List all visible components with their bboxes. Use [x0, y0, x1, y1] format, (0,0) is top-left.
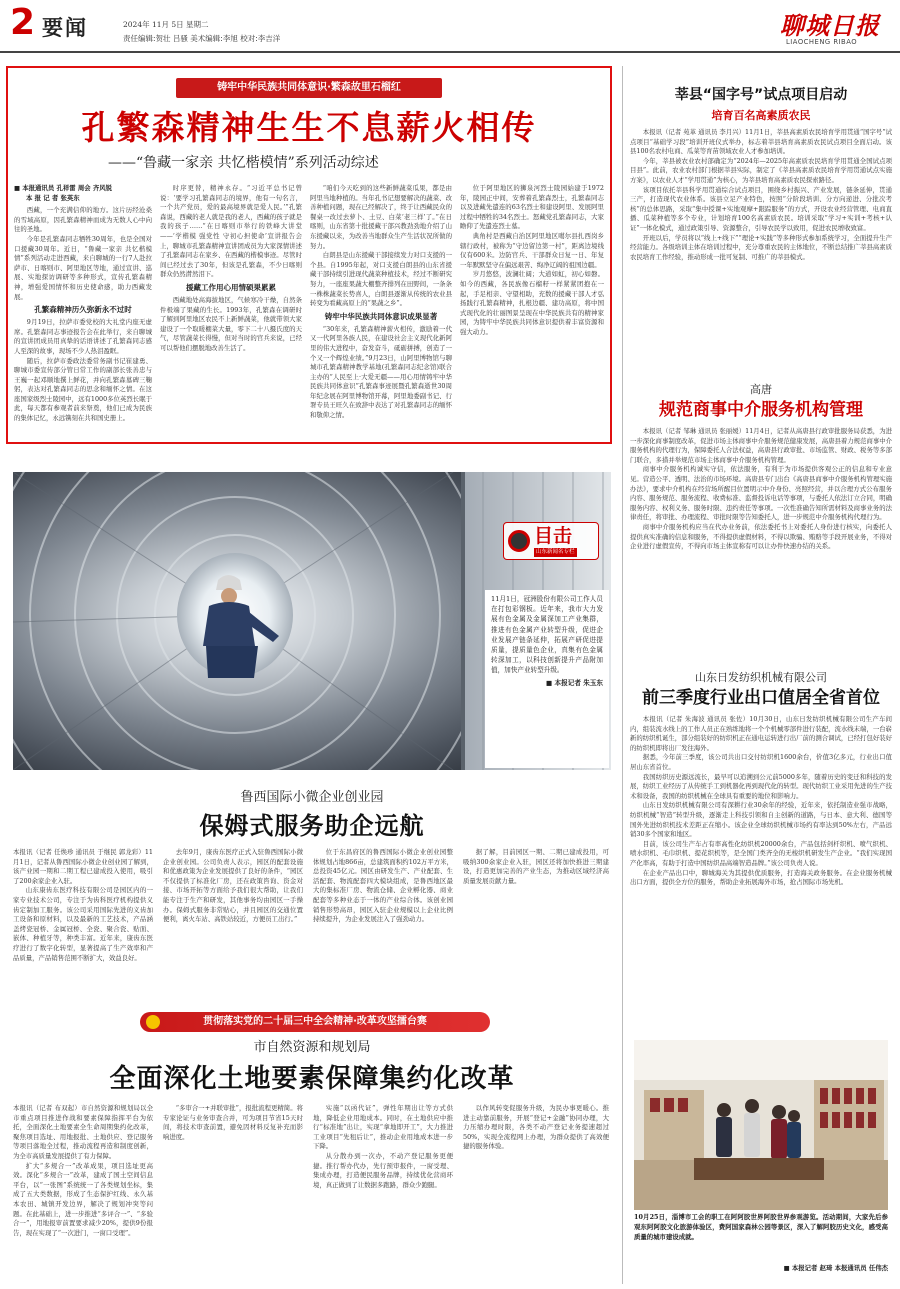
- right-photo-caption: 10月25日，淄博市工会的职工在阿阿胶世界阿胶世界参观游览。活动期间，大家先后参观东阿阿胶文化旅游体验区，费阿国家森林公园等景区，深入了解阿胶历史文化，感受高质量的城市建设成就。: [634, 1213, 888, 1241]
- lead-subhead-2: 援藏工作用心用情硕果累累: [186, 282, 276, 292]
- right3-para-4: 目前，该公司生产车占有率高性化纺织机20000余台，产品包括剑杆织机、喷气织机、喷水织机、毛巾织机、提花织机等，是全国门类齐全的无梭织机研发生产企业。“我们实现国产化率高，有助于打造中国纺织品高端智造品牌。”该公司负责人说。: [630, 839, 892, 867]
- mid-article: [13, 790, 611, 990]
- mid-col-3: [313, 848, 453, 966]
- lead-para-3: 9月19日，拉萨市委党校的大礼堂内座无虚席。孔繁森同志事迹报告会在此举行，来自聊城的宣讲团成员用真挚的话语讲述了孔繁森同志感人至深的故事，现场不少人热泪盈眶。: [14, 318, 152, 355]
- lead-article: [6, 66, 612, 444]
- lead-para-4: 随后，拉萨市委政法委常务副书记崔建勇、聊城市委宣传部分管日常工作的副部长张善忠与王巍一起邓顺地撰上鲜花，并向孔繁森墓碑三鞠躬，表达对孔繁森同志的思念和缅怀之情。在这座国家级烈士陵园中，远有1000多位英烈长眠于此，每天都有参观者前来祭奠，他们已成为民族的集体记忆，永远镌刻在共和国史册上。: [14, 356, 152, 423]
- lead-col-3: [310, 184, 452, 439]
- lead-banner: [176, 78, 442, 98]
- right1-para-1: 今年，莘县被农业农村部确定为“2024年—2025年高素质农民培育学用贯通全国试点项目县”。此前，农业农村部门根据莘县实际，制定了《莘县高素质农民培育学用贯通试点实施方案》，以农业人才“学用贯通”为核心，为莘县培育高素质农民探索路径。: [630, 156, 892, 184]
- paper-pinyin: LIAOCHENG RIBAO: [786, 38, 858, 46]
- mid-para-1: 山东康齿东医疗科技有限公司是园区内的一家专业技术公司，专注于为齿科医疗机构提供义齿定制加工服务。该公司采用国际先进的义齿加工设备和原材料，以及最新的工艺技术，产品涵盖烤瓷冠桥、金属冠桥、全瓷、聚合瓷、贴面、嵌体、种植牙等，种类丰富。近年来，康齿东医疗进行了数字化转型，显著提高了生产效率和产品质量，产品销售范围不断扩大，效益良好。: [13, 886, 153, 962]
- right3-kicker: 山东日发纺织机械有限公司: [695, 671, 827, 684]
- section-name: 要闻: [42, 16, 88, 40]
- right2-para-1: 商事中介服务机构诚实守信，依法服务，有利于为市场提供客观公正的信息和专业意见。营造公平、透明、法治的市场环境。高唐县专门出台《高唐县商事中介服务机构管理实施办法》，要求中介机构在经营场所醒目位置明示中介身份、亮照经营，并以合理方式公布服务内容、服务规范、服务流程、收费标准、监督投诉电话等事项，与委托人依法订立合同，明确服务内容、权利义务、服务时限、违约责任等事项。一次性准确告知所需材料及商事业务的法律责任，将审批、办理流程、审批时限等告知委托人，进一步规范中介服务机构代理行为。: [630, 465, 892, 522]
- right-photo-credit: ■ 本报记者 赵琦 本报通讯员 任伟杰: [783, 1264, 888, 1272]
- mid-col-4: [463, 848, 609, 966]
- mid-col-1: [13, 848, 153, 966]
- mid-title: 保姆式服务助企远航: [199, 812, 425, 840]
- lead-intro: 西藏，一个充满信仰的地方。这片历经沧桑的雪域高原，因孔繁森精神而成为无数人心中向往的圣地。: [14, 206, 152, 234]
- lead-col-2: [160, 184, 302, 439]
- right1-para-3: 开班以后，学员将以“线上+线下”“理论+实践”等多种形式参加系统学习，全面提升生产经营能力。各级培训主体在培训过程中，充分尊重农民的主体地位，不断总结推广莘县高素质农民培育工作经验，推动形成一批可复制、可推广的莘县模式。: [630, 233, 892, 261]
- bottom-byline: 本报讯（记者 布双起）市自然资源和规划局以全市重点项目推进作战和要素保障指挥平台为依托，全面深化土地要素全生命周期集约化改革，聚焦项目选址、用地报批、土地供应、登记服务等项目落地全过程，推动流程再造和制度创新，为全市高质量发展提供了有力保障。: [13, 1104, 153, 1160]
- lead-para-8: 白朗县是山东援藏干部接续发力对口支援的一个县。自1995年起，对口支援白朗县的山东省援藏干部持续引进现代蔬菜种植技术，经过不断研究努力，一座座果蔬大棚整齐排列在田野间，一条条一株株蔬菜长势喜人，白朗县逐渐从传统的农业县转变为看藏高原上的“果蔬之乡”。: [310, 251, 452, 308]
- page-header: [0, 0, 900, 50]
- photo-caption-box: [485, 590, 609, 768]
- lead-para-11: 典角村是西藏自治区阿里地区噶尔县扎西岗乡辖行政村，被称为“守边留边第一村”，距离边境线仅有600米。边防官兵、干部群众日复一日、年复一年默默坚守在偏远艰苦、绚净辽阔的祖国边疆。: [460, 231, 604, 269]
- lead-byline-2: 本 报 记 者 张英东: [26, 193, 80, 202]
- lead-byline-1: ■ 本报通讯员 孔祥雷 周会 齐风锐: [14, 184, 113, 192]
- lead-col-4: [460, 184, 604, 439]
- lead-title: 孔繁森精神生生不息薪火相传: [81, 108, 537, 147]
- right2-body: [630, 427, 892, 649]
- mid-para-2: 去年9月，康齿东医疗正式入驻鲁西国际小微企业创业园。公司负责人表示，园区的配套设施和优惠政策为企业发展提供了良好的条件，“园区不仅提供了标准化厂房，还在政策咨询、资金对接、市场开拓等方面给予我们很大帮助，让我们能专注于生产和研发，其他事务均由园区一手操办。保姆式服务非常贴心，并且园区的交通位置便利，离火车站、高铁站较近，方便员工出行。”: [163, 848, 303, 924]
- photo-badge-title: 目击: [534, 525, 573, 547]
- photo-credit: ■ 本报记者 朱玉东: [546, 678, 603, 687]
- right3-title: 前三季度行业出口值居全省首位: [642, 688, 880, 708]
- bottom-col-4: [463, 1104, 609, 1284]
- camera-icon: [508, 530, 530, 552]
- bottom-para-1: 扩大“多规合一”改革成果，项目选址更高效。深化“多规合一”改革，建成了国土空间信息平台，以“一张图”系统统一了各类规划坐标，集成了五大类数据，形成了生态保护红线、永久基本农田、城镇开发边界，解决了规划冲突等问题。在此基础上，进一步推进“多评合一”、“多验合一”，用地报审前置要求减少20%，提供9份报告，现在实现了“一次进门，一窗口受理”。: [13, 1161, 153, 1237]
- lead-para-10: 位于阿里地区的狮泉河烈士陵园始建于1972年，陵园正中间，安葬着孔繁森烈士，孔繁森同志以及进藏先遣连的63名烈士和建设阿里、发展阿里过程中牺牲的34名烈士。怒藏党孔繁森同志，大家瞻仰了先遣连烈士墓。: [460, 184, 604, 231]
- paper-logo: 聊城日报: [780, 11, 880, 40]
- right3-byline: 本报讯（记者 朱海波 通讯员 张佐）10月30日，山东日发纺织机械有限公司生产车间内，组装流水线上的工作人员正在熟练地将一个个机械零部件进行装配，流水线末端，一台崭新的纺织机诞生，部分组装好的纺织机正在通电运转进行出厂前的测合调试，已经打包好装好的纺织机即将出厂发往海外。: [630, 715, 892, 752]
- lead-banner-text: 铸牢中华民族共同体意识·繁森故里石榴红: [217, 82, 401, 93]
- lead-para-5: 时序更替，精神永存。“习近平总书记曾说：‘要学习孔繁森同志的境界，他有一句名言，一个共产党员，爱的最高境界就是爱人民。’”孔繁森说，西藏的老人就是我的老人，西藏的孩子就是我的孩子……“在日喀则市举行的铁峰大讲堂——‘学楷模 强党性 守初心担使命’宣讲报告会上，聊城市孔繁森精神宣讲团成员为大家深情讲述了孔繁森同志在家乡、在西藏的楷模事迹。尽管时间已经过去了30年，但该是孔繁森，不少日喀则群众仍然潸然泪下。: [160, 184, 302, 279]
- bottom-para-5: 从分散办到一次办，不动产登记服务更便捷。推行帮办代办，先行预审报件，一窗受理、集成办理，打造便民服务品牌，持续优化营商环境，真正做到了让数据多跑路，群众少跑腿。: [313, 1151, 453, 1189]
- mid-para-4: 据了解，目前园区一期、二期已建成投用，可吸纳300余家企业入驻，园区还将加快推进三期建设，打造更加完善的产业生态，为推动区域经济高质量发展贡献力量。: [463, 848, 609, 885]
- lead-subhead-1: 孔繁森精神历久弥新永不过时: [34, 305, 132, 315]
- mid-para-3: 位于东昌府区的鲁西国际小微企业创业园整体规划占地866亩，总建筑面积约102万平方米，总投资45亿元。园区由研发生产、产业配套、生活配套、物流配套四大模块组成，是鲁西地区最大的集标准厂房、物流仓储、企业孵化器、商业配套等多种业态于一体的产业综合体。该创业园销售形势高昂，园区入驻企业规模以上企业比例持续提升，为企业发展注入了强劲动力。: [313, 848, 453, 924]
- lead-para-9: “30年来，孔繁森精神薪火相传，激励着一代又一代阿里各族人民，在建设社会主义现代化新阿里的伟大进程中，奋发奋斗，砥砺拼搏，创造了一个又一个辉煌业绩。”9月23日，山阿里博物馆与聊城市孔繁森精神教学基地(孔繁森同志纪念馆)联合主办的“人民至上·大爱无疆——用心用情铸牢中华民族共同体意识”孔繁森事迹展暨孔繁森逝世30周年纪念展在阿里博物馆开幕，阿里地委副书记、行署专员王旺久在致辞中表达了对孔繁森同志的缅怀和敬仰之情。: [310, 324, 452, 420]
- header-editors: 责任编辑:贺壮 吕骚 美术编辑:李旭 校对:李吉洋: [123, 34, 281, 43]
- right2-title: 规范商事中介服务机构管理: [659, 400, 863, 420]
- right1-body: [630, 128, 892, 364]
- bottom-kicker: 市自然资源和规划局: [253, 1040, 371, 1055]
- page-number: 2: [10, 2, 36, 43]
- lead-para-12: 岁月悠悠，波澜壮阔；大道如虹，初心如磐。如今的西藏，各民族像石榴籽一样紧紧团抱在一起，手足相亲、守望相助，充数的援藏干部人才弘扬践行孔繁森精神，扎根边疆、建功高原，将中国式现代化的壮丽图景呈现在中华民族共有的精神家园，为铸牢中华民族共同体意识提供着丰富资源和强大动力。: [460, 270, 604, 336]
- photo-badge: [503, 522, 599, 560]
- right-photo: [634, 1040, 888, 1210]
- lead-para-7: “咱们今天吃到的这些新鲜蔬菜瓜果，都是由阿里当地种植的。当年孔书记想要解决的蔬菜、改善种植问题，现在已经解决了，终于让西藏民众的餐桌一改过去萝卜、土豆、白菜‘老三样’了。”在日喀则，山东省第十批援藏干部兴教劲劲地介绍了山东援藏以来，为改善当地群众生产生活状况所做的努力。: [310, 184, 452, 250]
- bottom-para-3: 实施“以函代证”，弹性年期出让等方式供地，降低企业用地成本。同时，在土地供应中推行“标准地”出让，实现“拿地即开工”，大力推进工业项目“先租后让”，推动企业用地成本进一步下降。: [313, 1104, 453, 1151]
- right1-title: 莘县“国字号”试点项目启动: [674, 87, 848, 103]
- bottom-banner-text: 贯彻落实党的二十届三中全会精神·改革攻坚擂台赛: [203, 1016, 427, 1027]
- bottom-col-2: [163, 1104, 303, 1284]
- right-article-3: [630, 670, 892, 1022]
- lead-subhead-3: 铸牢中华民族共同体意识成果显著: [324, 311, 438, 321]
- mid-kicker: 鲁西国际小微企业创业园: [240, 790, 384, 805]
- right3-para-2: 我国纺织历史源远流长，最早可以追溯到公元前5000多年，随着历史的变迁和科技的发展，纺织工业经历了从传统手工到机器化再到现代化的转型。现代纺织工业采用先进的生产技术和设备，我国的纺织机械在全球具有重要的地位和影响力。: [630, 772, 892, 800]
- bottom-col-1: [13, 1104, 153, 1284]
- mid-col-2: [163, 848, 303, 966]
- lead-subtitle: ——“鲁藏一家亲 共忆楷模情”系列活动综述: [108, 155, 379, 171]
- lead-para-6: 西藏地处高海拔地区，气候寒冷干燥，自然条件极端了果藏的生长。1993年，孔繁森在调研时了解到阿里地区农民不上新鲜蔬菜，他就带领大家建设了一个取暖棚菜大量，零下二十八摄氏度的天气，尽管蔬菜长得慢，但对当时的官兵来说，已经可以帮他们摆脱地改善生活了。: [160, 295, 302, 352]
- bottom-article: [13, 1040, 611, 1285]
- lead-para-2: 今年是孔繁森同志牺牲30周年，也是全国对口援藏30周年。近日，“鲁藏一家亲 共忆楷模情”系列活动走进西藏，来自聊城的一行7人赴拉萨市、日喀则市、阿里地区等地，通过宣讲、巡展、实地探访调研等多种形式，宣传孔繁森精神，增强爱国情怀和历史使命感，助力西藏发展。: [14, 234, 152, 301]
- right3-para-5: 在企业产品出口中，聊城海关为其提供优质服务，打造海关政务服务。在企业服务机械出口方面，提供全方位的服务，帮助企业拓展海外市场，抢占国际市场先机。: [630, 868, 892, 887]
- right3-para-1: 据悉，今年前三季度，该公司共出口交付纺织机1600余台，价值3亿多元，行业出口值居山东省首位。: [630, 753, 892, 771]
- party-emblem-icon: [146, 1015, 160, 1029]
- right-article-2: [630, 382, 892, 652]
- bottom-title: 全面深化土地要素保障集约化改革: [109, 1064, 515, 1094]
- feature-photo: [13, 472, 611, 770]
- right2-byline: 本报讯（记者 邹琳 通讯员 张丽媛）11月4日，记者从高唐县行政审批服务局获悉，为进一步深化商事制度改革，促进市场主体商事中介服务规范健康发展，高唐县着力规范商事中介服务机构的代理行为，保障委托人合法权益，高唐县行政审批、市场监管、财政、税务等多部门联合，多措并举规范市场主体商事中介服务机构管理。: [630, 427, 892, 464]
- bottom-para-2: “多审合一+并联审批”，报批流程更精简。将专家论证与业务审查合并，可为项目节省15天时间，将技术审查前置，避免因材料反复补充而影响进度。: [163, 1104, 303, 1141]
- right2-kicker: 高唐: [750, 383, 772, 396]
- mid-byline: 本报讯（记者 任焕珍 通讯员 于继民 郭龙彩）11月1日，记者从鲁西国际小微企业创业园了解到，该产业园一期和二期工程已建成投入使用，吸引了200余家企业入驻。: [13, 848, 153, 885]
- bottom-para-4: 以作风转变促服务升级，为民办事更暖心。推进主动靠前服务，开展“登记+金融”协同办理，大力压缩办理时限，各类不动产登记业务提速超过50%，实现全流程网上办理，为群众提供了高效便捷的服务体验。: [463, 1104, 609, 1151]
- bottom-banner: [140, 1012, 490, 1032]
- right-article-1: [630, 84, 892, 364]
- lead-col-1: [14, 184, 152, 439]
- right1-byline: 本报讯（记者 苑革 通讯员 李月兴）11月1日，莘县高素质农民培育学用贯通“国字号”试点项目“基础学习段”培训开班仪式举办，标志着莘县培育高素质农民试点项目全面启动。该县100名农村电商、瓜菜等育苗领域农业人才参加培训。: [630, 128, 892, 156]
- right2-para-2: 商事中介服务机构应当在代办业务前，依法委托书上对委托人身份进行核实，向委托人提供真实准确的信息和服务，不得提供虚假材料，不得以欺骗、贿赂等手段开展业务，不得对企业进行虚假宣传，不得向市场主体宣称有可以让办件快速办结的关系。: [630, 522, 892, 551]
- photo-caption: 11月1日，冠洲股份有限公司工作人员在打包彩钢板。近年来，我市大力发展有色金属及金属深加工产业集群，推进有色金属产业转型升级，促进企业发展产链条延伸，拓展产研促进提质量，提质量色企业，真集有色金属转深加工，以科技创新提升产品附加值，加快产业转型升级。: [491, 595, 603, 675]
- right3-body: [630, 715, 892, 1019]
- photo-badge-sub: 山东新闻名专栏: [536, 549, 575, 555]
- right1-subtitle: 培育百名高素质农民: [711, 109, 811, 122]
- right1-para-2: 该项目依托莘县科学用贯通综合试点项目，围绕乡村振兴、产业发展，链条延伸，贯通三产，打造现代农业体系。该县立足产业特色，按照“分阶段培训、分方向递进、分批次考核”的总体思路，采取“集中授课+实地观摩+跟踪服务”的方式，开设农业经营管理、电商直播、瓜菜种植等多个专业，计划培育100名高素质农民。培训采取“学习+实训+考核+认证”一体化模式，通过政策引导、资源整合，引导农民学以致用，促进农民增收致富。: [630, 185, 892, 232]
- right3-para-3: 山东日发纺织机械有限公司有深耕行业30余年的经验，近年来，依托制造业强市战略，纺织机械“智造”转型升级，逐渐走上科技引领和自主创新的道路，与日本、意大利、德国等国外先进纺织机技术差距正在缩小。该企业全球纺织机械市场约有率达到50%左右，产品远销30多个国家和地区。: [630, 801, 892, 839]
- header-date: 2024年 11月 5日 星期二: [123, 20, 209, 29]
- exhibition-photo: [634, 1040, 888, 1210]
- bottom-col-3: [313, 1104, 453, 1284]
